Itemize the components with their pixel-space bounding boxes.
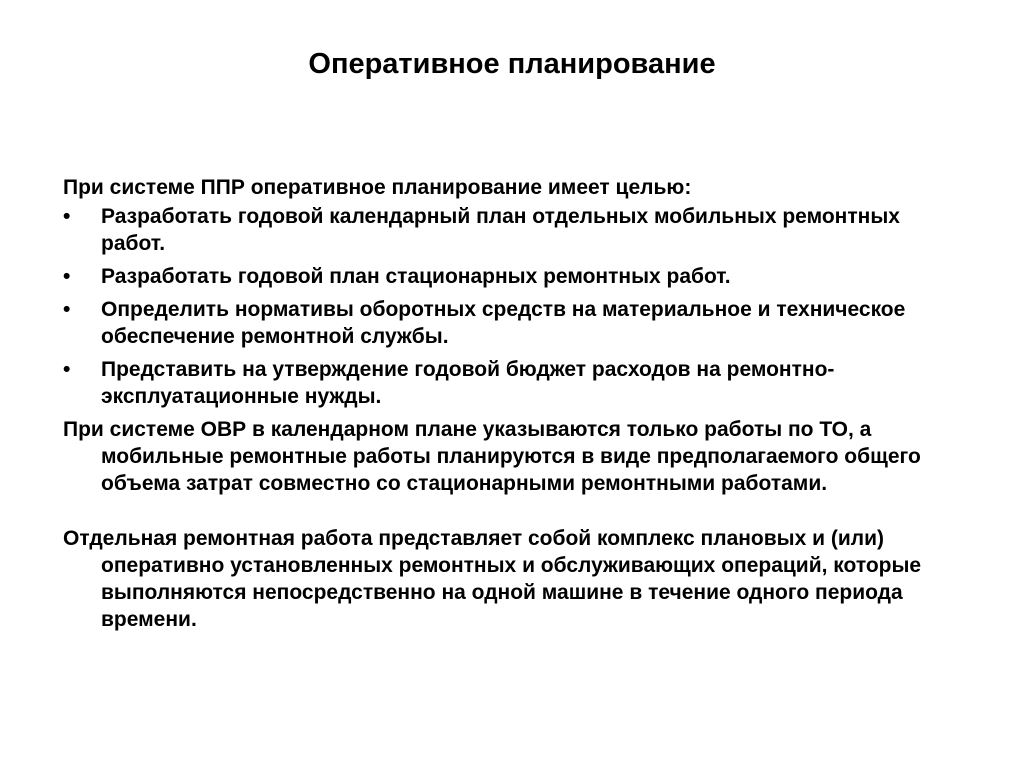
bullet-icon: • (63, 358, 71, 381)
bullet-icon: • (63, 205, 71, 228)
list-item (63, 203, 963, 257)
paragraph-spacer (63, 497, 963, 525)
list-item (63, 296, 963, 350)
bullet-icon: • (63, 298, 71, 321)
list-item-text: Представить на утверждение годовой бюджет расходов на ремонтно-эксплуатационные нужды. (101, 358, 835, 408)
list-item-text: Разработать годовой план стационарных ремонтных работ. (101, 265, 731, 288)
intro-paragraph: При системе ППР оперативное планирование имеет целью: (63, 176, 692, 199)
definition-paragraph: Отдельная ремонтная работа представляет собой комплекс плановых и (или) оперативно установленных ремонтных и обслуживающих операций, которые выполняются непосредственно на одной машине в течение одного периода времени. (63, 527, 922, 631)
list-item (63, 263, 963, 290)
list-item-text: Разработать годовой календарный план отдельных мобильных ремонтных работ. (101, 205, 900, 255)
ovr-paragraph: При системе ОВР в календарном плане указываются только работы по ТО, а мобильные ремонтные работы планируются в виде предполагаемого общего объема затрат совместно со стационарными ремонтными работами. (63, 418, 921, 495)
goals-list (63, 203, 963, 410)
slide-body (63, 174, 963, 633)
list-item-text: Определить нормативы оборотных средств на материальное и техническое обеспечение ремонтной службы. (101, 298, 906, 348)
slide-title: Оперативное планирование (308, 48, 716, 80)
bullet-icon: • (63, 265, 71, 288)
list-item (63, 356, 963, 410)
